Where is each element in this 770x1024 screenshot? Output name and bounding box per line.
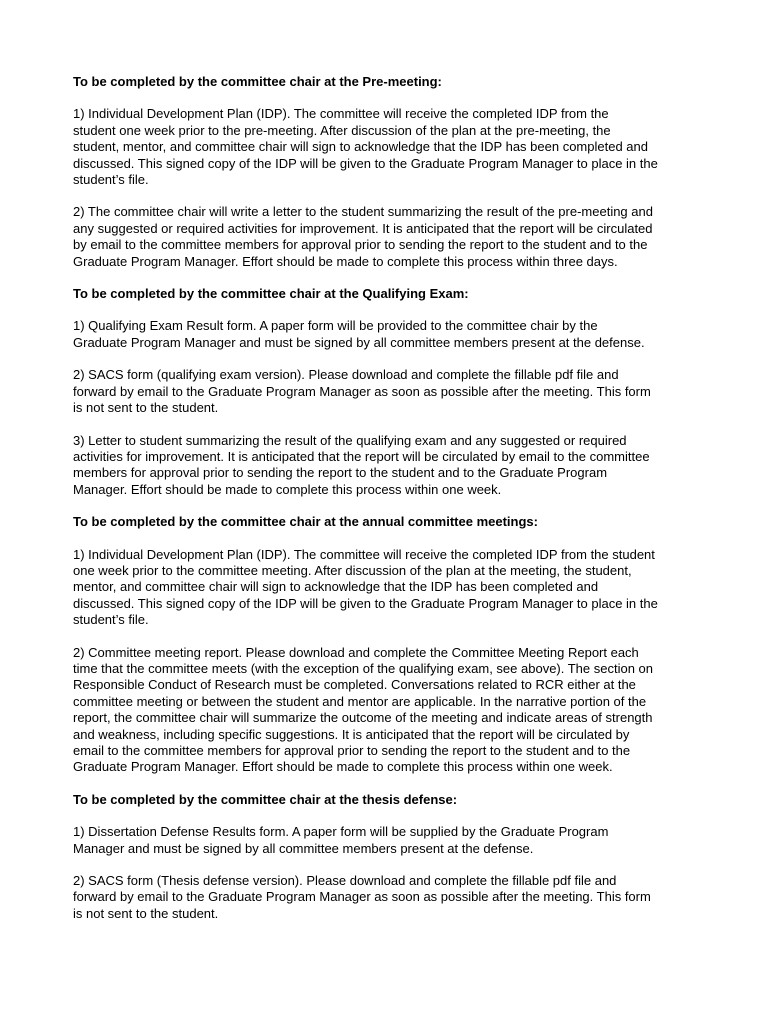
paragraph-line: student’s file.: [73, 612, 149, 628]
paragraph: [73, 873, 701, 922]
paragraph-line: 2) The committee chair will write a letter to the student summarizing the result of the pre-meeting and: [73, 204, 653, 220]
paragraph-line: Manager and must be signed by all committee members present at the defense.: [73, 840, 534, 856]
paragraph-line: student, mentor, and committee chair will sign to acknowledge that the IDP has been completed and: [73, 139, 648, 155]
paragraph-line: members for approval prior to sending the report to the student and to the Graduate Program: [73, 465, 608, 481]
paragraph-line: forward by email to the Graduate Program Manager as soon as possible after the meeting. This form: [73, 383, 651, 399]
paragraph: [73, 204, 701, 270]
paragraph-line: report, the committee chair will summarize the outcome of the meeting and indicate areas of strength: [73, 710, 653, 726]
paragraph-line: 3) Letter to student summarizing the result of the qualifying exam and any suggested or required: [73, 432, 627, 448]
paragraph: [73, 433, 701, 499]
paragraph: [73, 645, 701, 776]
document-page: [73, 74, 701, 938]
paragraph: [73, 106, 701, 188]
paragraph-line: 2) SACS form (qualifying exam version). Please download and complete the fillable pdf file and: [73, 367, 619, 383]
paragraph-line: Responsible Conduct of Research must be completed. Conversations related to RCR either at the: [73, 677, 636, 693]
paragraph-line: and weakness, including specific suggestions. It is anticipated that the report will be circulated by: [73, 726, 630, 742]
paragraph-line: Graduate Program Manager. Effort should be made to complete this process within one week.: [73, 759, 613, 775]
paragraph-line: student one week prior to the pre-meeting. After discussion of the plan at the pre-meeting, the: [73, 122, 611, 138]
paragraph-line: any suggested or required activities for improvement. It is anticipated that the report will be circulated: [73, 220, 653, 236]
paragraph-line: Graduate Program Manager and must be signed by all committee members present at the defense.: [73, 334, 645, 350]
paragraph: [73, 367, 701, 416]
paragraph-line: committee meeting or between the student and mentor are applicable. In the narrative portion of the: [73, 693, 647, 709]
paragraph-line: is not sent to the student.: [73, 400, 219, 416]
paragraph-line: mentor, and committee chair will sign to acknowledge that the IDP has been completed and: [73, 579, 599, 595]
paragraph-line: student’s file.: [73, 172, 149, 188]
paragraph: [73, 318, 701, 351]
paragraph-line: 2) Committee meeting report. Please download and complete the Committee Meeting Report each: [73, 644, 639, 660]
paragraph-line: 1) Individual Development Plan (IDP). The committee will receive the completed IDP from the student: [73, 546, 655, 562]
paragraph-line: 1) Qualifying Exam Result form. A paper form will be provided to the committee chair by the: [73, 318, 598, 334]
section-heading: To be completed by the committee chair at the annual committee meetings:: [73, 514, 538, 530]
paragraph-line: email to the committee members for approval prior to sending the report to the student and to the: [73, 743, 631, 758]
section-3: [73, 514, 701, 776]
paragraph-line: is not sent to the student.: [73, 905, 219, 921]
paragraph-line: discussed. This signed copy of the IDP will be given to the Graduate Program Manager to place in the: [73, 595, 658, 611]
section-heading: To be completed by the committee chair at the thesis defense:: [73, 791, 458, 807]
section-heading: To be completed by the committee chair at the Pre-meeting:: [73, 74, 442, 89]
section-heading: To be completed by the committee chair at the Qualifying Exam:: [73, 286, 469, 302]
section-2: [73, 286, 701, 498]
paragraph-line: time that the committee meets (with the exception of the qualifying exam, see above). The section on: [73, 660, 654, 676]
paragraph-line: discussed. This signed copy of the IDP will be given to the Graduate Program Manager to place in the: [73, 155, 658, 171]
paragraph: [73, 824, 701, 857]
paragraph-line: Manager. Effort should be made to complete this process within one week.: [73, 481, 502, 497]
paragraph-line: activities for improvement. It is anticipated that the report will be circulated by email to the committee: [73, 448, 650, 464]
paragraph-line: by email to the committee members for approval prior to sending the report to the student and to the: [73, 237, 648, 253]
section-1: [73, 74, 701, 270]
paragraph-line: forward by email to the Graduate Program Manager as soon as possible after the meeting. This form: [73, 889, 651, 905]
paragraph-line: 2) SACS form (Thesis defense version). Please download and complete the fillable pdf file and: [73, 873, 617, 889]
paragraph: [73, 547, 701, 629]
section-4: [73, 792, 701, 922]
paragraph-line: one week prior to the committee meeting. After discussion of the plan at the meeting, the student,: [73, 562, 632, 578]
paragraph-line: 1) Individual Development Plan (IDP). The committee will receive the completed IDP from the: [73, 106, 609, 122]
paragraph-line: Graduate Program Manager. Effort should be made to complete this process within three days.: [73, 253, 618, 269]
paragraph-line: 1) Dissertation Defense Results form. A paper form will be supplied by the Graduate Program: [73, 824, 609, 840]
